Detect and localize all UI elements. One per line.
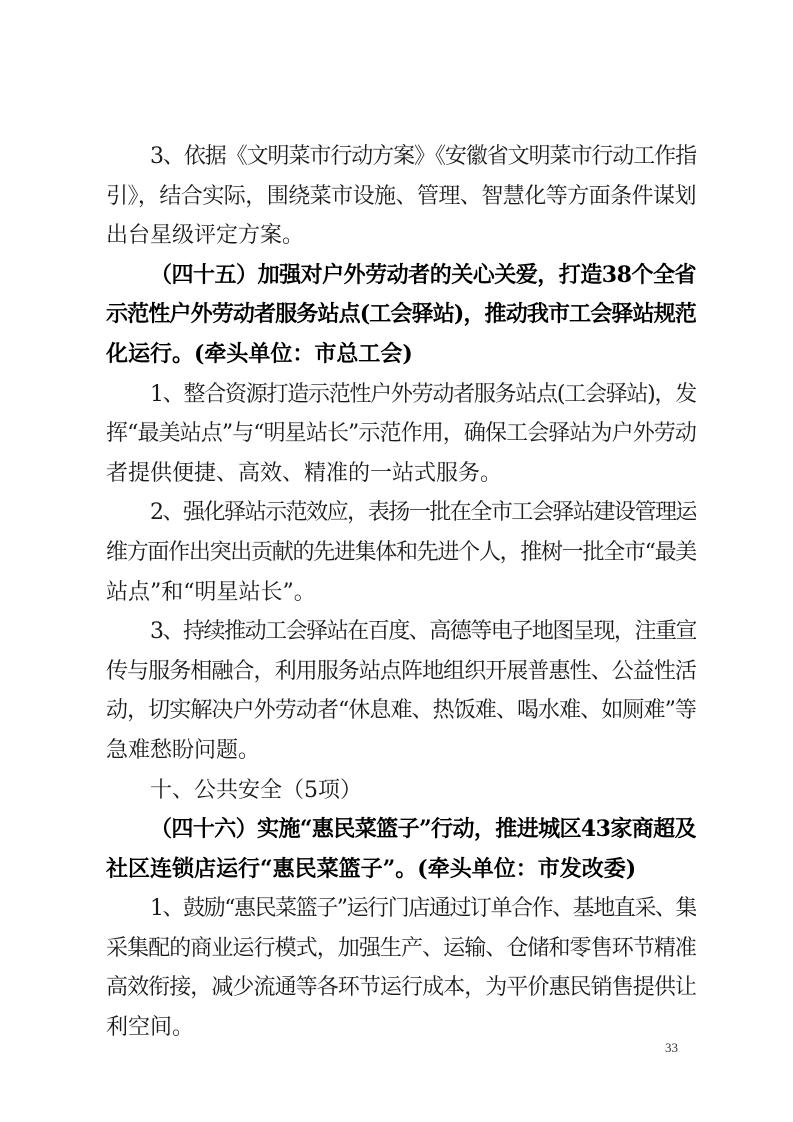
- text-line: 动，切实解决户外劳动者“休息难、热饭难、喝水难、如厕难”等: [106, 698, 696, 724]
- text-line: 者提供便捷、高效、精准的一站式服务。: [106, 460, 503, 486]
- text-line: 3、持续推动工会驿站在百度、高德等电子地图呈现，注重宣: [150, 619, 696, 645]
- heading-line: 社区连锁店运行“惠民菜篮子”。(牵头单位：市发改委): [106, 855, 637, 882]
- heading-line: 化运行。(牵头单位：市总工会): [106, 340, 413, 367]
- text-line: 1、整合资源打造示范性户外劳动者服务站点(工会驿站)，发: [150, 381, 696, 407]
- text-line: 利空间。: [106, 1015, 195, 1041]
- text-line: 挥“最美站点”与“明星站长”示范作用，确保工会驿站为户外劳动: [106, 421, 696, 447]
- text-line: 站点”和“明星站长”。: [106, 579, 316, 605]
- text-line: 传与服务相融合，利用服务站点阵地组织开展普惠性、公益性活: [106, 658, 696, 684]
- text-line: 急难愁盼问题。: [106, 737, 261, 763]
- text-line: 高效衔接，减少流通等各环节运行成本，为平价惠民销售提供让: [106, 975, 696, 1001]
- text-line: 引》，结合实际，围绕菜市设施、管理、智慧化等方面条件谋划: [106, 183, 696, 209]
- page-number: 33: [665, 1040, 678, 1055]
- text-line: 维方面作出突出贡献的先进集体和先进个人，推树一批全市“最美: [106, 539, 696, 565]
- text-line: 十、公共安全（5项）: [150, 777, 362, 803]
- document-body: [106, 137, 696, 1048]
- heading-line: 示范性户外劳动者服务站点(工会驿站)，推动我市工会驿站规范: [106, 301, 696, 328]
- heading-line: （四十六）实施“惠民菜篮子”行动，推进城区43家商超及: [150, 816, 696, 843]
- text-line: 1、鼓励“惠民菜篮子”运行门店通过订单合作、基地直采、集: [150, 896, 696, 922]
- text-line: 采集配的商业运行模式，加强生产、运输、仓储和零售环节精准: [106, 935, 696, 961]
- text-line: 3、依据《文明菜市行动方案》《安徽省文明菜市行动工作指: [150, 144, 696, 169]
- text-line: 2、强化驿站示范效应，表扬一批在全市工会驿站建设管理运: [150, 500, 696, 526]
- text-line: 出台星级评定方案。: [106, 223, 305, 249]
- heading-line: （四十五）加强对户外劳动者的关心关爱，打造38个全省: [150, 261, 696, 288]
